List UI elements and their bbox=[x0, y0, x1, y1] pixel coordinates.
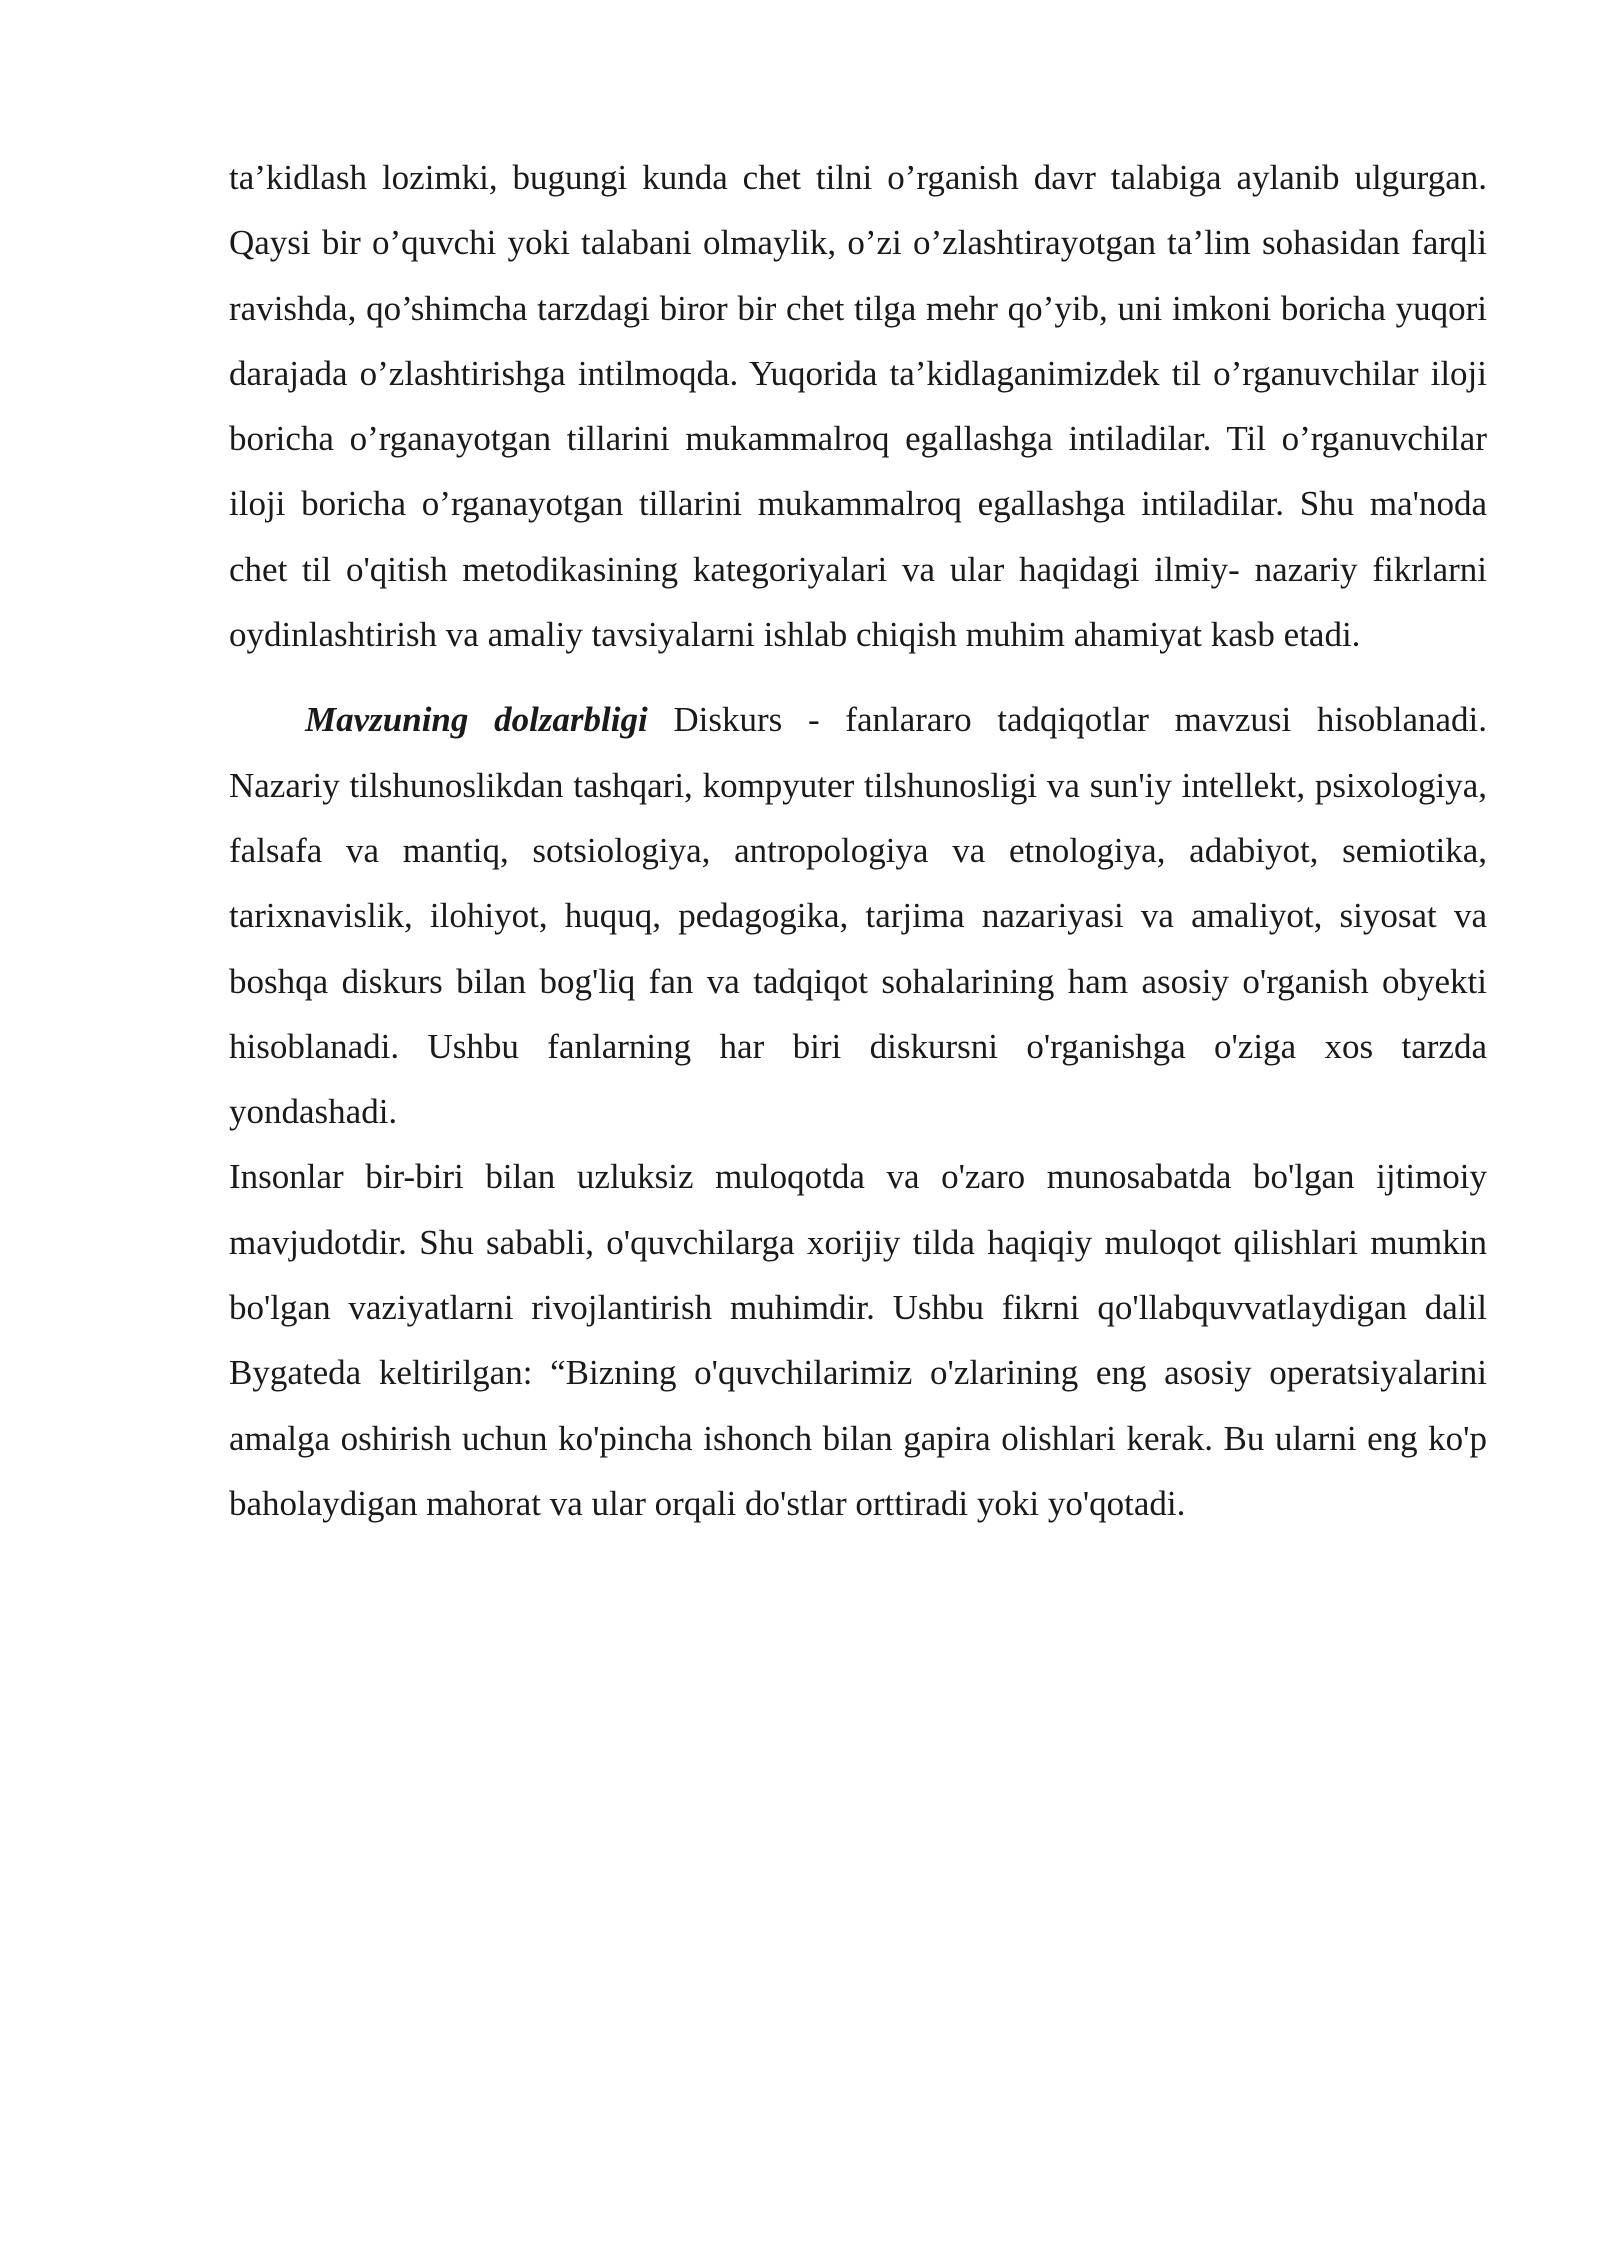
paragraph-relevance bbox=[229, 687, 1487, 1144]
paragraph-intro: ta’kidlash lozimki, bugungi kunda chet tilni o’rganish davr talabiga aylanib ulgurgan. Qaysi bir o’quvchi yoki talabani olmaylik, o’zi o’zlashtirayotgan ta’lim sohasidan farqli ravishda, qo’shimcha tarzdagi biror bir chet tilga mehr qo’yib, uni imkoni boricha yuqori darajada o’zlashtirishga intilmoqda. Yuqorida ta’kidlaganimizdek til o’rganuvchilar iloji boricha o’rganayotgan tillarini mukammalroq egallashga intiladilar. Til o’rganuvchilar iloji boricha o’rganayotgan tillarini mukammalroq egallashga intiladilar. Shu ma'noda chet til o'qitish metodikasining kategoriyalari va ular haqidagi ilmiy- nazariy fikrlarni oydinlashtirish va amaliy tavsiyalarni ishlab chiqish muhim ahamiyat kasb etadi. bbox=[229, 158, 1487, 655]
document-body bbox=[229, 145, 1487, 1536]
paragraph-lead-heading: Mavzuning dolzarbligi bbox=[305, 700, 648, 740]
paragraph-communication: Insonlar bir-biri bilan uzluksiz muloqotda va o'zaro munosabatda bo'lgan ijtimoiy mavjudotdir. Shu sababli, o'quvchilarga xorijiy tilda haqiqiy muloqot qilishlari mumkin bo'lgan vaziyatlarni rivojlantirish muhimdir. Ushbu fikrni qo'llabquvvatlaydigan dalil Bygateda keltirilgan: “Bizning o'quvchilarimiz o'zlarining eng asosiy operatsiyalarini amalga oshirish uchun ko'pincha ishonch bilan gapira olishlari kerak. Bu ularni eng ko'p baholaydigan mahorat va ular orqali do'stlar orttiradi yoki yo'qotadi. bbox=[229, 1157, 1487, 1523]
paragraph-relevance-text: Diskurs - fanlararo tadqiqotlar mavzusi hisoblanadi. Nazariy tilshunoslikdan tashqari, kompyuter tilshunosligi va sun'iy intellekt, psixologiya, falsafa va mantiq, sotsiologiya, antropologiya va etnologiya, adabiyot, semiotika, tarixnavislik, ilohiyot, huquq, pedagogika, tarjima nazariyasi va amaliyot, siyosat va boshqa diskurs bilan bog'liq fan va tadqiqot sohalarining ham asosiy o'rganish obyekti hisoblanadi. Ushbu fanlarning har biri diskursni o'rganishga o'ziga xos tarzda yondashadi. bbox=[229, 700, 1487, 1132]
